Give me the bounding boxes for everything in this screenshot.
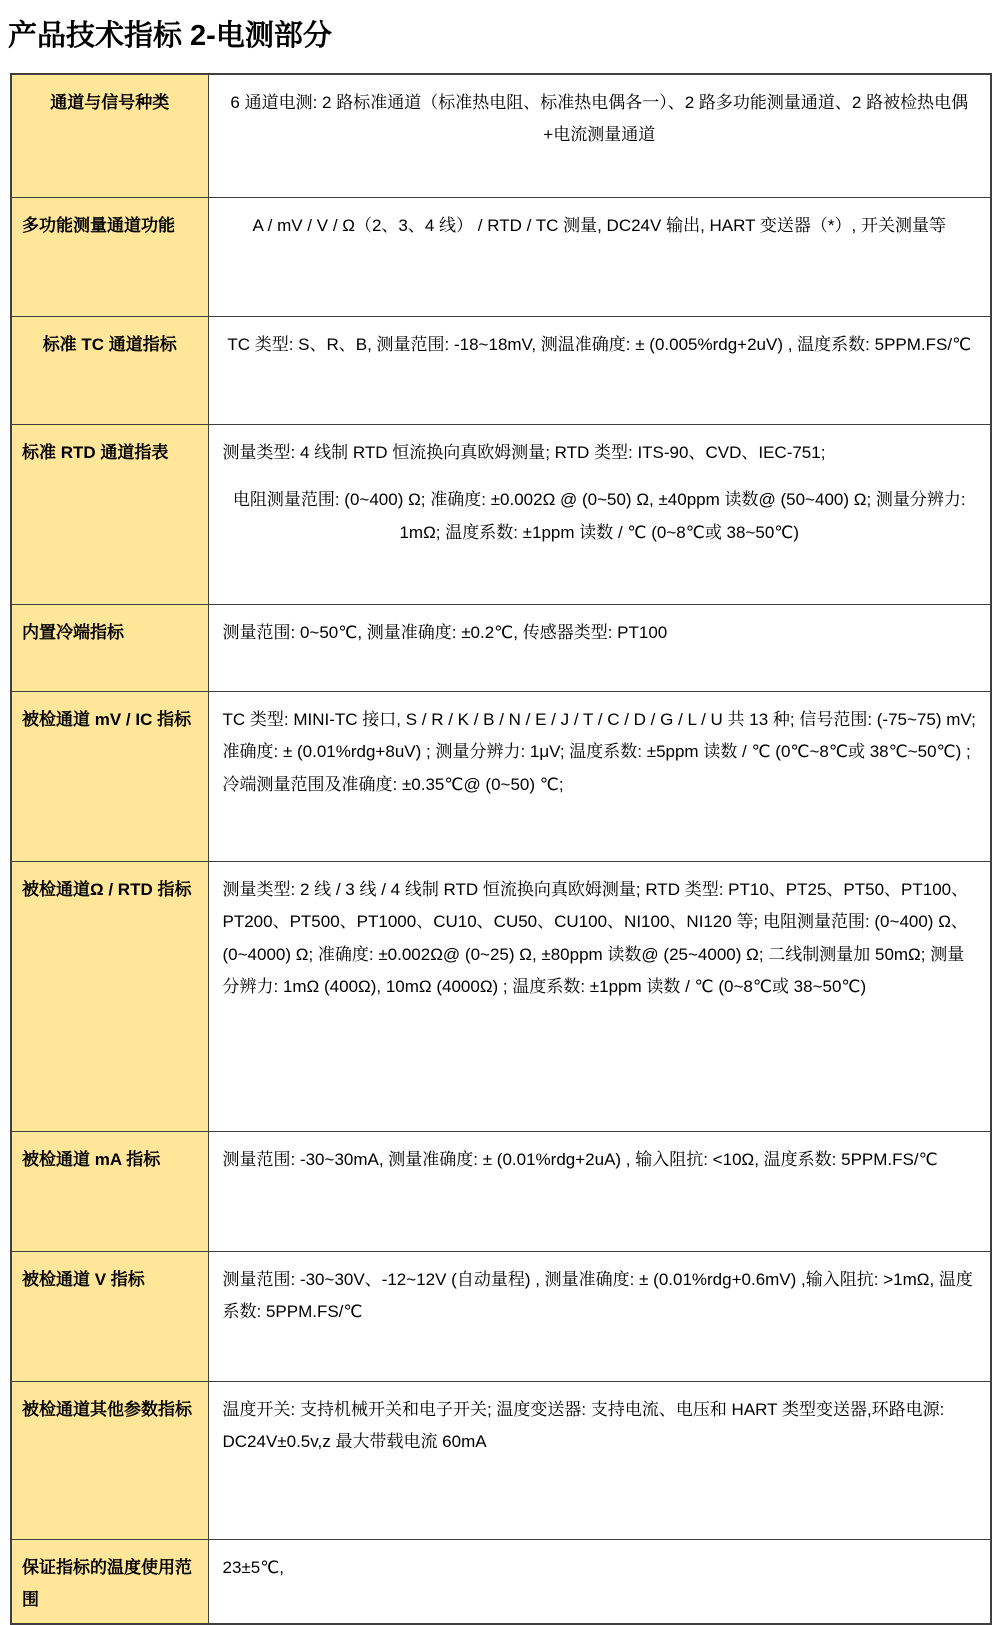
table-row: [11, 605, 991, 692]
table-row: [11, 692, 991, 862]
row-label: 通道与信号种类: [11, 74, 208, 198]
spec-text: TC 类型: S、R、B, 测量范围: -18~18mV, 测温准确度: ± (0.005%rdg+2uV) , 温度系数: 5PPM.FS/℃: [227, 335, 972, 354]
row-label: 多功能测量通道功能: [11, 198, 208, 317]
table-row: [11, 1382, 991, 1540]
row-value: [208, 317, 991, 425]
row-value: [208, 425, 991, 605]
row-value: [208, 692, 991, 862]
row-label: 标准 RTD 通道指表: [11, 425, 208, 605]
row-value: [208, 1382, 991, 1540]
spec-text: 测量范围: -30~30mA, 测量准确度: ± (0.01%rdg+2uA) , 输入阻抗: <10Ω, 温度系数: 5PPM.FS/℃: [222, 1150, 938, 1169]
spec-text: 测量类型: 4 线制 RTD 恒流换向真欧姆测量; RTD 类型: ITS-90、CVD、IEC-751;: [222, 443, 826, 462]
row-value: [208, 1132, 991, 1252]
spec-text: 6 通道电测: 2 路标准通道（标准热电阻、标准热电偶各一）、2 路多功能测量通道、2 路被检热电偶+电流测量通道: [230, 93, 969, 145]
row-value: [208, 862, 991, 1132]
row-label: 被检通道Ω / RTD 指标: [11, 862, 208, 1132]
spec-text: TC 类型: MINI-TC 接口, S / R / K / B / N / E / J / T / C / D / G / L / U 共 13 种; 信号范围: (-75~75) mV; 准确度: ± (0.01%rdg+8uV) ; 测量分辨力: 1μV; 温度系数: ±5ppm 读数 / ℃ (0℃~8℃或 38℃~50℃) ; 冷端测量范围及准确度: ±0.35℃@ (0~50) ℃;: [222, 710, 976, 794]
spec-text: 测量范围: -30~30V、-12~12V (自动量程) , 测量准确度: ± (0.01%rdg+0.6mV) ,输入阻抗: >1mΩ, 温度系数: 5PPM.FS/℃: [222, 1270, 973, 1322]
table-row: [11, 1252, 991, 1382]
row-value: [208, 74, 991, 198]
row-value: [208, 1540, 991, 1624]
spec-text: 温度开关: 支持机械开关和电子开关; 温度变送器: 支持电流、电压和 HART 类型变送器,环路电源: DC24V±0.5v,z 最大带载电流 60mA: [222, 1400, 945, 1452]
spec-table: [10, 73, 992, 1625]
table-row: [11, 317, 991, 425]
row-label: 内置冷端指标: [11, 605, 208, 692]
table-row: [11, 862, 991, 1132]
row-label: 被检通道 mA 指标: [11, 1132, 208, 1252]
table-row: [11, 1540, 991, 1624]
spec-text: 23±5℃,: [222, 1558, 285, 1577]
spec-text: 电阻测量范围: (0~400) Ω; 准确度: ±0.002Ω @ (0~50) Ω, ±40ppm 读数@ (50~400) Ω; 测量分辨力: 1mΩ; 温度系数: ±1ppm 读数 / ℃ (0~8℃或 38~50℃): [232, 490, 966, 542]
spec-text: A / mV / V / Ω（2、3、4 线） / RTD / TC 测量, DC24V 输出, HART 变送器（*）, 开关测量等: [252, 216, 946, 235]
table-row: [11, 198, 991, 317]
spec-text: 测量范围: 0~50℃, 测量准确度: ±0.2℃, 传感器类型: PT100: [222, 623, 668, 642]
page-title: 产品技术指标 2-电测部分: [8, 20, 332, 52]
row-label: 标准 TC 通道指标: [11, 317, 208, 425]
row-label: 被检通道 mV / IC 指标: [11, 692, 208, 862]
row-label: 被检通道其他参数指标: [11, 1382, 208, 1540]
spec-text: 测量类型: 2 线 / 3 线 / 4 线制 RTD 恒流换向真欧姆测量; RTD 类型: PT10、PT25、PT50、PT100、PT200、PT500、PT1000、CU10、CU50、CU100、NI100、NI120 等; 电阻测量范围: (0~400) Ω、 (0~4000) Ω; 准确度: ±0.002Ω@ (0~25) Ω, ±80ppm 读数@ (25~4000) Ω; 二线制测量加 50mΩ; 测量分辨力: 1mΩ (400Ω), 10mΩ (4000Ω) ; 温度系数: ±1ppm 读数 / ℃ (0~8℃或 38~50℃): [222, 880, 969, 996]
row-value: [208, 198, 991, 317]
table-row: [11, 74, 991, 198]
row-value: [208, 1252, 991, 1382]
row-label: 保证指标的温度使用范围: [11, 1540, 208, 1624]
row-value: [208, 605, 991, 692]
table-row: [11, 1132, 991, 1252]
row-label: 被检通道 V 指标: [11, 1252, 208, 1382]
table-row: [11, 425, 991, 605]
